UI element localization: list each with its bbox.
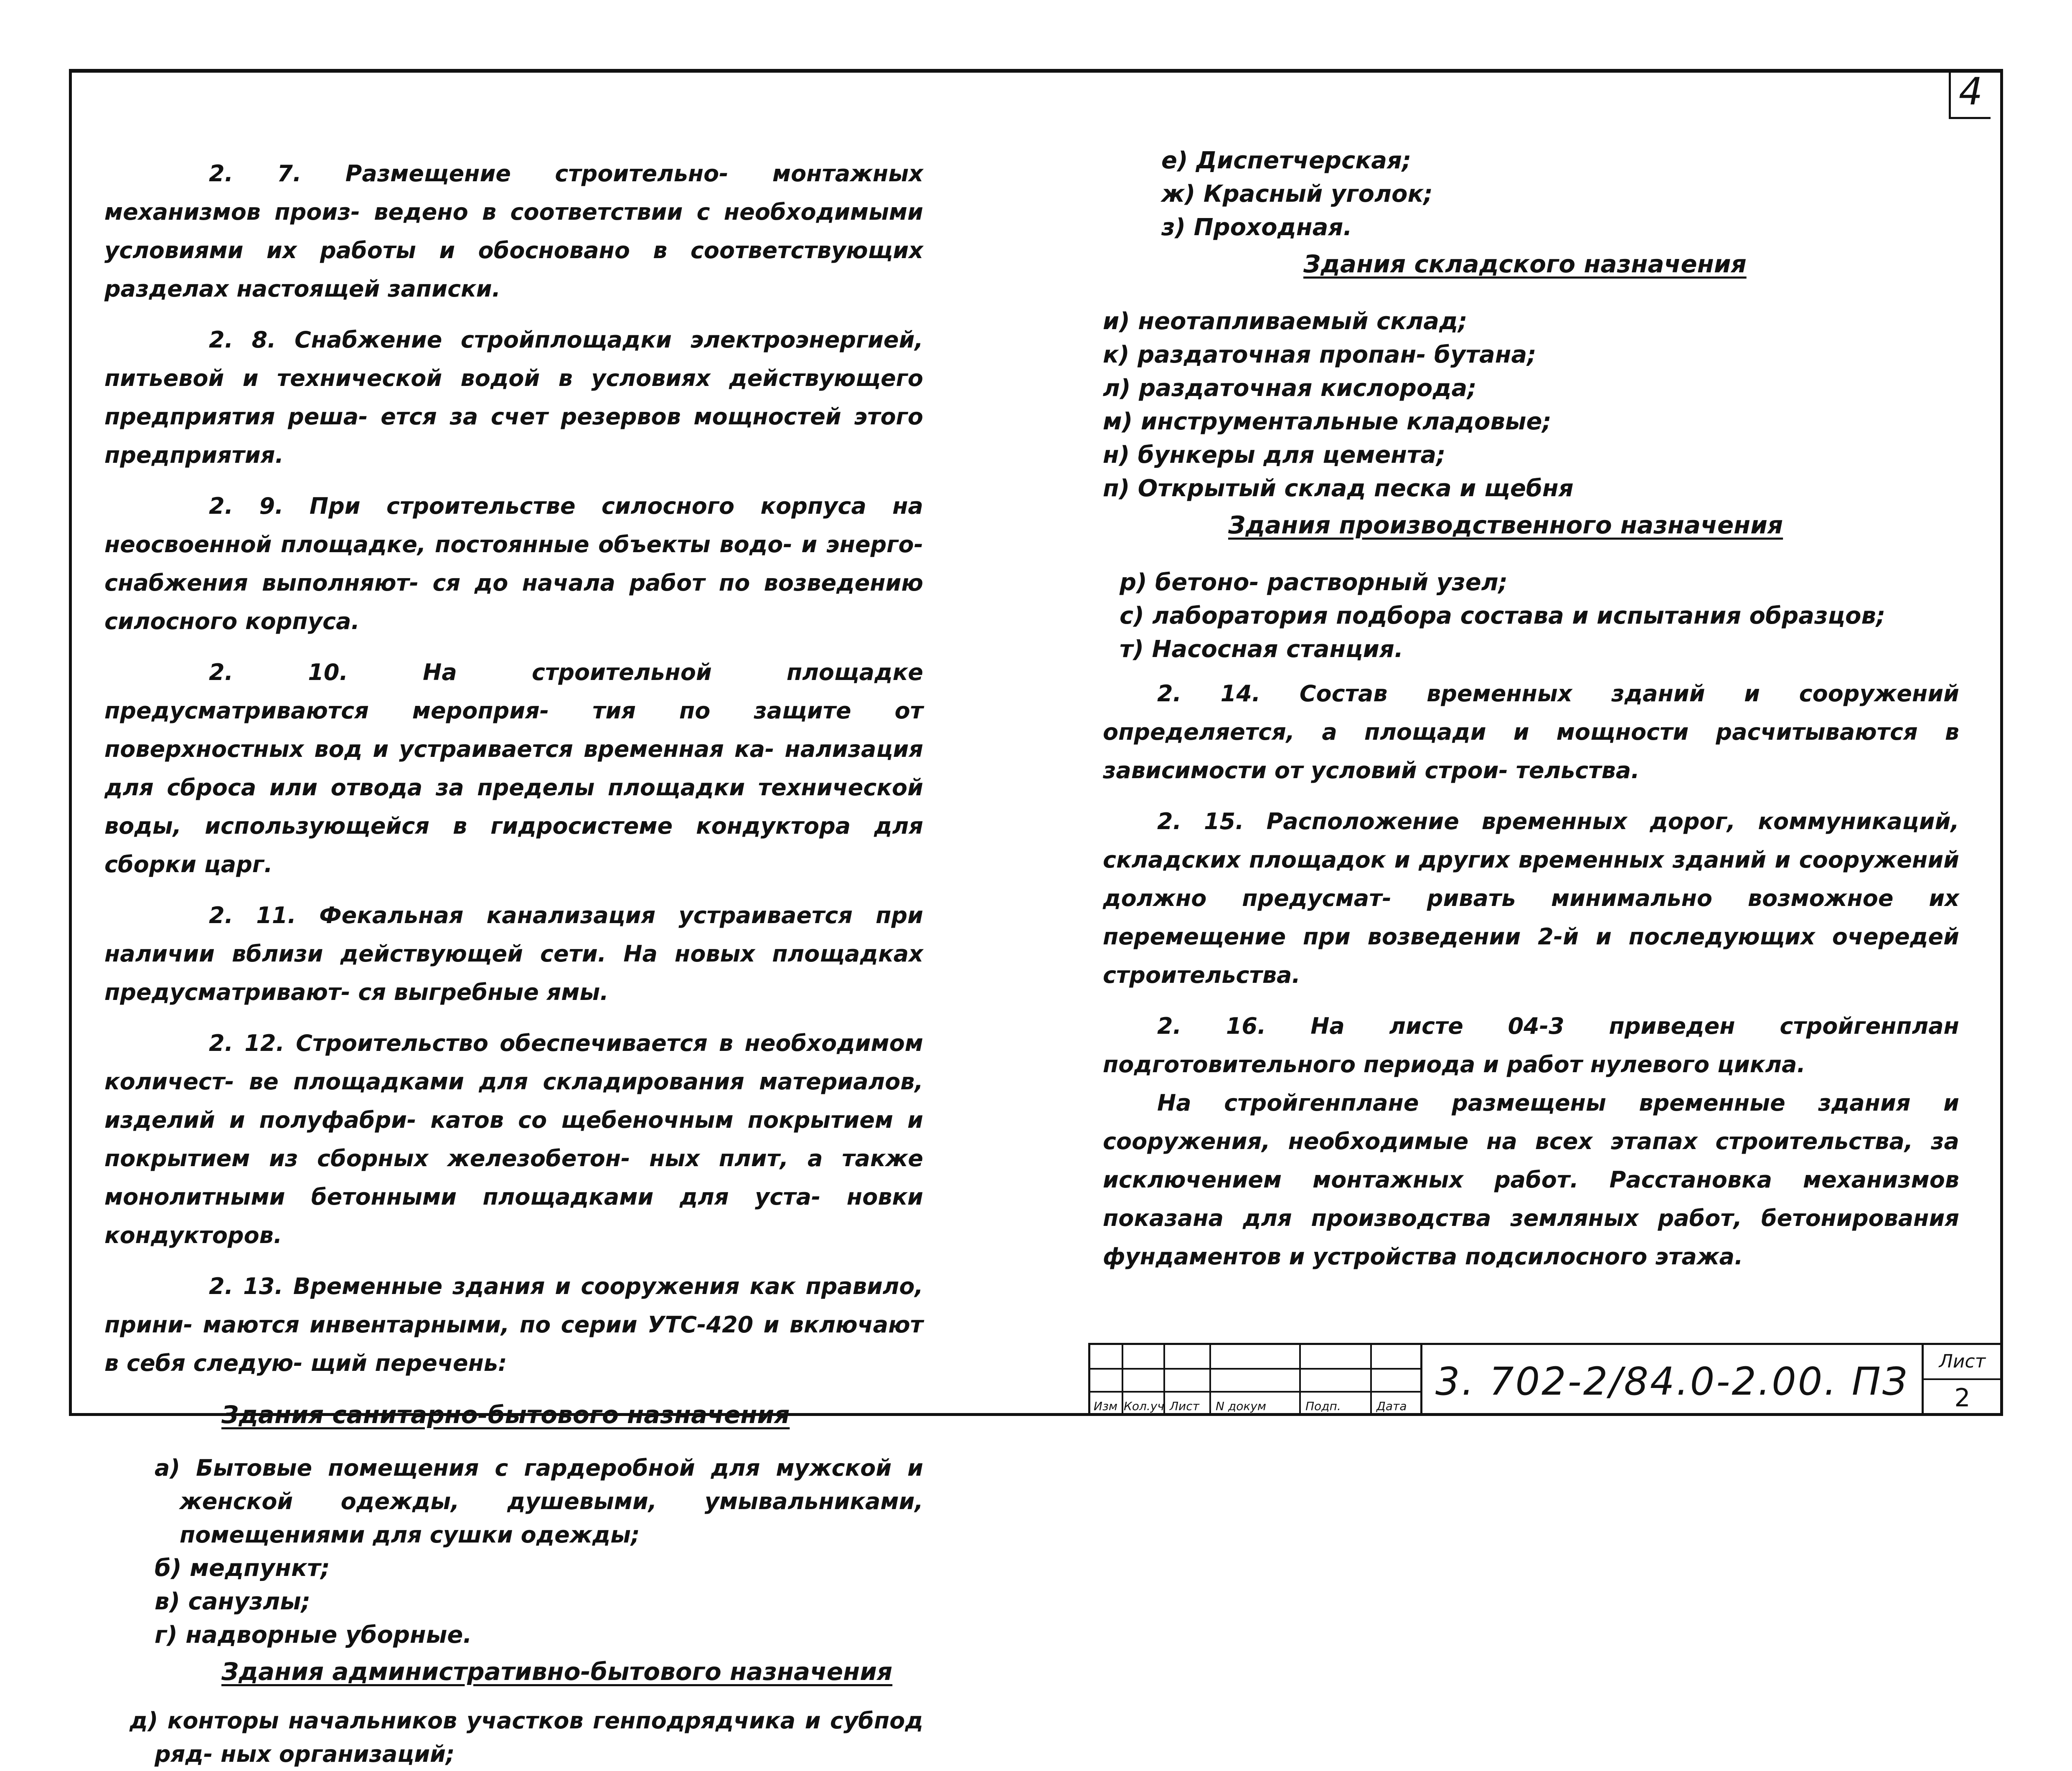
revision-grid [1088, 1343, 1422, 1416]
page-number: 4 [1949, 71, 1991, 119]
list-item-r: р) бетоно- растворный узел; [1120, 569, 1508, 596]
heading-storage: Здания складского назначения [1303, 250, 1747, 278]
list-item-l: л) раздаточная кислорода; [1103, 375, 1477, 402]
paragraph-2-12: 2. 12. Строительство обеспечивается в необходимом количест- ве площадками для складирования материалов, изделий и полуфабри- катов со щебеночным покрытием и покрытием из сборных железобетон- ных плит, а также монолитными бетонными площадками для уста- новки кондукторов. [104, 1030, 923, 1248]
paragraph-2-8: 2. 8. Снабжение стройплощадки электроэнергией, питьевой и технической водой в условиях действующего предприятия реша- ется за счет резервов мощностей этого предприятия. [104, 327, 923, 468]
list-item-g: г) надворные уборные. [155, 1621, 472, 1649]
list-item-i: и) неотапливаемый склад; [1103, 308, 1468, 335]
label-kol: Кол.уч [1124, 1399, 1164, 1413]
list-item-n: н) бункеры для цемента; [1103, 441, 1446, 469]
left-column [104, 155, 923, 1771]
revision-labels [1090, 1396, 1424, 1413]
paragraph-2-14: 2. 14. Состав временных зданий и сооружений определяется, а площади и мощности расчитываются в зависимости от условий строи- тельства. [1103, 680, 1959, 784]
list-item-d: д) конторы начальников участков генподрядчика и субпод ряд- ных организаций; [130, 1708, 923, 1767]
right-column [1103, 144, 1959, 1289]
label-list: Лист [1170, 1399, 1199, 1413]
paragraph-2-16: 2. 16. На листе 04-3 приведен стройгенплан подготовительного периода и работ нулевого цикла. [1103, 1013, 1959, 1078]
title-block [1088, 1343, 2003, 1416]
document-code: 3. 702-2/84.0-2.00. ПЗ [1422, 1343, 1924, 1416]
heading-admin: Здания административно-бытового назначения [221, 1657, 893, 1686]
sheet-label: Лист [1924, 1345, 2001, 1380]
sheet-box [1924, 1343, 2003, 1416]
sheet-number: 2 [1954, 1383, 1970, 1413]
list-item-zh: ж) Красный уголок; [1161, 180, 1433, 208]
label-data: Дата [1376, 1399, 1407, 1413]
paragraph-2-7: 2. 7. Размещение строительно- монтажных механизмов произ- ведено в соответствии с необходимыми условиями их работы и обосновано в соответствующих разделах настоящей записки. [104, 160, 923, 302]
list-item-a: а) Бытовые помещения с гардеробной для мужской и женской одежды, душевыми, умывальниками, помещениями для сушки одежды; [155, 1455, 923, 1548]
paragraph-2-13: 2. 13. Временные здания и сооружения как правило, прини- маются инвентарными, по серии УТС-420 и включают в себя следую- щий перечень: [104, 1273, 923, 1376]
paragraph-2-10: 2. 10. На строительной площадке предусматриваются мероприя- тия по защите от поверхностных вод и устраивается временная ка- нализация для сброса или отвода за пределы площадки технической воды, использующейся в гидросистеме кондуктора для сборки царг. [104, 659, 923, 878]
list-item-s: с) лаборатория подбора состава и испытания образцов; [1120, 602, 1886, 629]
list-item-k: к) раздаточная пропан- бутана; [1103, 341, 1536, 368]
list-item-v: в) санузлы; [155, 1588, 311, 1615]
label-podp: Подп. [1305, 1399, 1341, 1413]
heading-production: Здания производственного назначения [1228, 511, 1783, 539]
label-izm: Изм [1094, 1399, 1117, 1413]
list-item-b: б) медпункт; [155, 1555, 330, 1582]
list-item-p: п) Открытый склад песка и щебня [1103, 475, 1574, 502]
heading-sanitary: Здания санитарно-бытового назначения [221, 1401, 790, 1429]
paragraph-final: На стройгенплане размещены временные здания и сооружения, необходимые на всех этапах строительства, за исключением монтажных работ. Расстановка механизмов показана для производства земляных работ, бетонирования фундаментов и устройства подсилосного этажа. [1103, 1090, 1959, 1270]
paragraph-2-11: 2. 11. Фекальная канализация устраивается при наличии вблизи действующей сети. На новых площадках предусматривают- ся выгребные ямы. [104, 902, 923, 1005]
list-item-z: з) Проходная. [1161, 214, 1352, 241]
paragraph-2-15: 2. 15. Расположение временных дорог, коммуникаций, складских площадок и других временных зданий и сооружений должно предусмат- ривать минимально возможное их перемещение при возведении 2-й и последующих очередей строительства. [1103, 808, 1959, 988]
label-doc: N докум [1216, 1399, 1266, 1413]
list-item-t: т) Насосная станция. [1120, 636, 1404, 663]
list-item-m: м) инструментальные кладовые; [1103, 408, 1551, 435]
list-item-e: е) Диспетчерская; [1161, 147, 1412, 174]
paragraph-2-9: 2. 9. При строительстве силосного корпуса на неосвоенной площадке, постоянные объекты водо- и энерго- снабжения выполняют- ся до начала работ по возведению силосного корпуса. [104, 493, 923, 634]
